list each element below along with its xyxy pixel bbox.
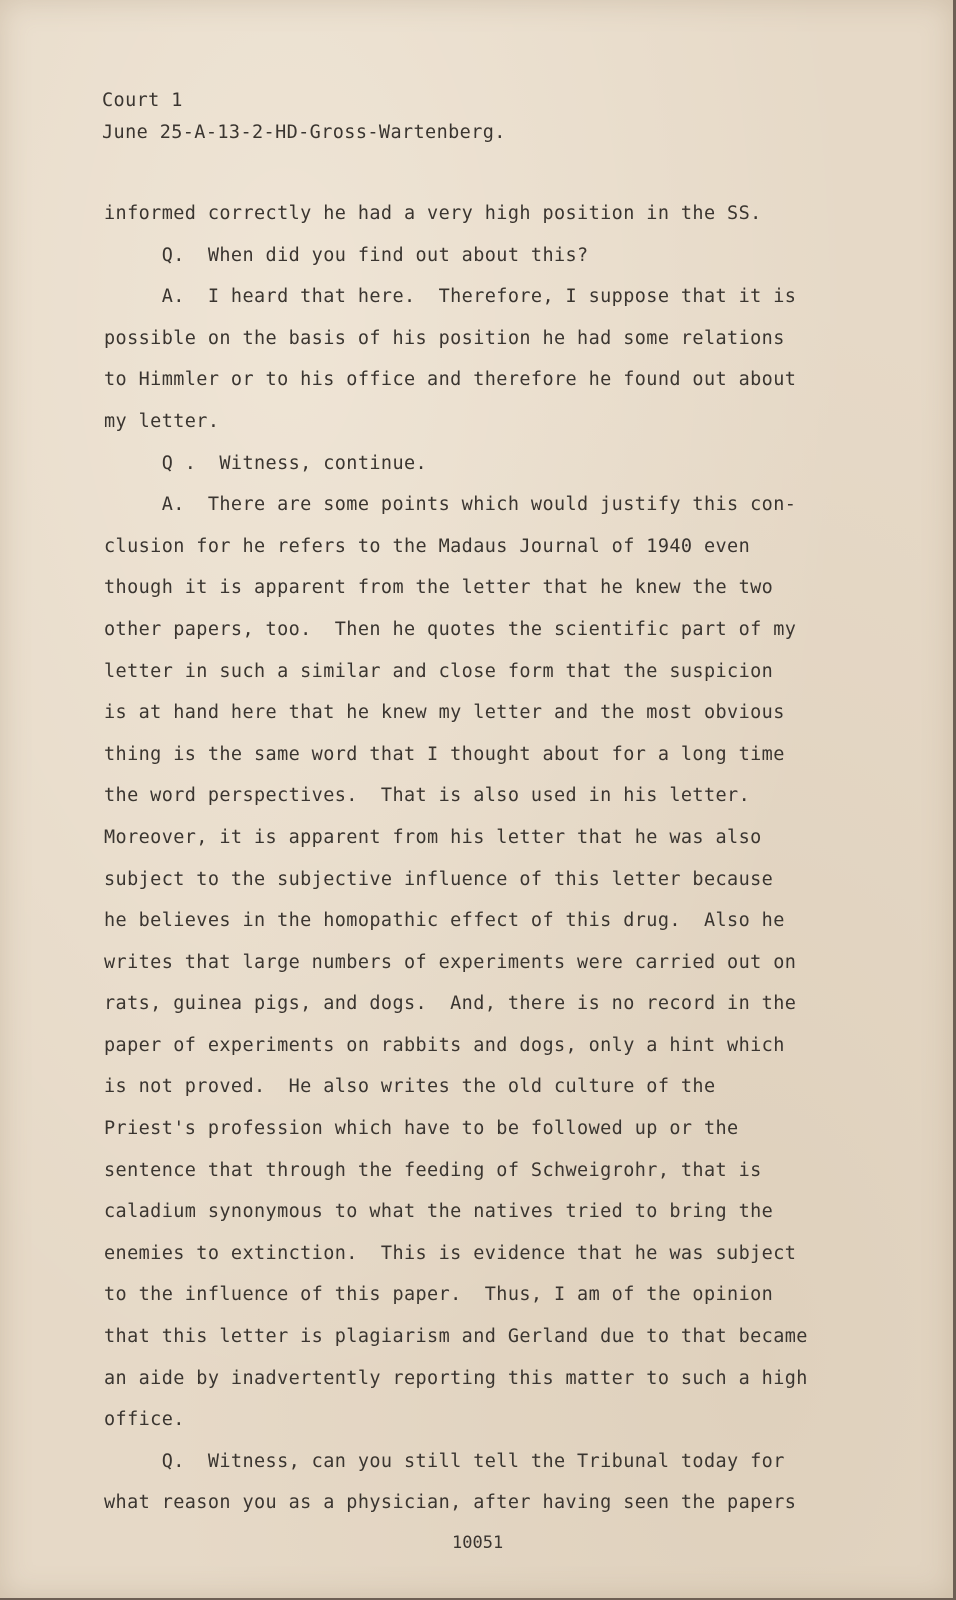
transcript-line: is at hand here that he knew my letter and the most obvious <box>104 702 785 724</box>
transcript-line: Q . Witness, continue. <box>104 452 428 474</box>
transcript-line: caladium synonymous to what the natives tried to bring the <box>104 1201 774 1223</box>
transcript-line: he believes in the homopathic effect of this drug. Also he <box>104 910 785 932</box>
transcript-line: clusion for he refers to the Madaus Journal of 1940 even <box>104 535 751 557</box>
transcript-body <box>104 202 808 1533</box>
transcript-line: possible on the basis of his position he had some relations <box>104 327 785 349</box>
case-reference-header: June 25-A-13-2-HD-Gross-Wartenberg. <box>102 122 506 143</box>
transcript-line: to the influence of this paper. Thus, I am of the opinion <box>104 1284 774 1306</box>
page-number: 10051 <box>452 1533 504 1553</box>
transcript-line: rats, guinea pigs, and dogs. And, there is no record in the <box>104 993 797 1015</box>
transcript-line: the word perspectives. That is also used in his letter. <box>104 785 751 807</box>
transcript-line: office. <box>104 1409 185 1431</box>
transcript-line: to Himmler or to his office and therefore he found out about <box>104 369 797 391</box>
transcript-line: paper of experiments on rabbits and dogs, only a hint which <box>104 1034 785 1056</box>
transcript-line: an aide by inadvertently reporting this matter to such a high <box>104 1367 808 1389</box>
transcript-line: what reason you as a physician, after having seen the papers <box>104 1492 797 1514</box>
transcript-line: A. There are some points which would justify this con- <box>104 494 797 516</box>
transcript-line: subject to the subjective influence of this letter because <box>104 868 774 890</box>
transcript-line: informed correctly he had a very high position in the SS. <box>104 203 762 224</box>
transcript-line: Q. Witness, can you still tell the Tribunal today for <box>104 1450 785 1472</box>
transcript-line: Q. When did you find out about this? <box>104 244 589 266</box>
transcript-line: that this letter is plagiarism and Gerland due to that became <box>104 1326 808 1348</box>
transcript-line: enemies to extinction. This is evidence that he was subject <box>104 1242 797 1264</box>
transcript-line: Priest's profession which have to be followed up or the <box>104 1118 739 1140</box>
transcript-line: sentence that through the feeding of Schweigrohr, that is <box>104 1159 762 1181</box>
transcript-line: other papers, too. Then he quotes the scientific part of my <box>104 618 797 640</box>
transcript-line: is not proved. He also writes the old culture of the <box>104 1076 716 1098</box>
transcript-line: my letter. <box>104 410 220 432</box>
transcript-line: writes that large numbers of experiments were carried out on <box>104 951 797 973</box>
transcript-line: Moreover, it is apparent from his letter that he was also <box>104 826 762 848</box>
transcript-line: A. I heard that here. Therefore, I suppose that it is <box>104 286 797 308</box>
transcript-line: thing is the same word that I thought about for a long time <box>104 743 785 765</box>
court-header: Court 1 <box>102 90 183 111</box>
transcript-line: letter in such a similar and close form that the suspicion <box>104 660 774 682</box>
transcript-line: though it is apparent from the letter that he knew the two <box>104 577 774 599</box>
